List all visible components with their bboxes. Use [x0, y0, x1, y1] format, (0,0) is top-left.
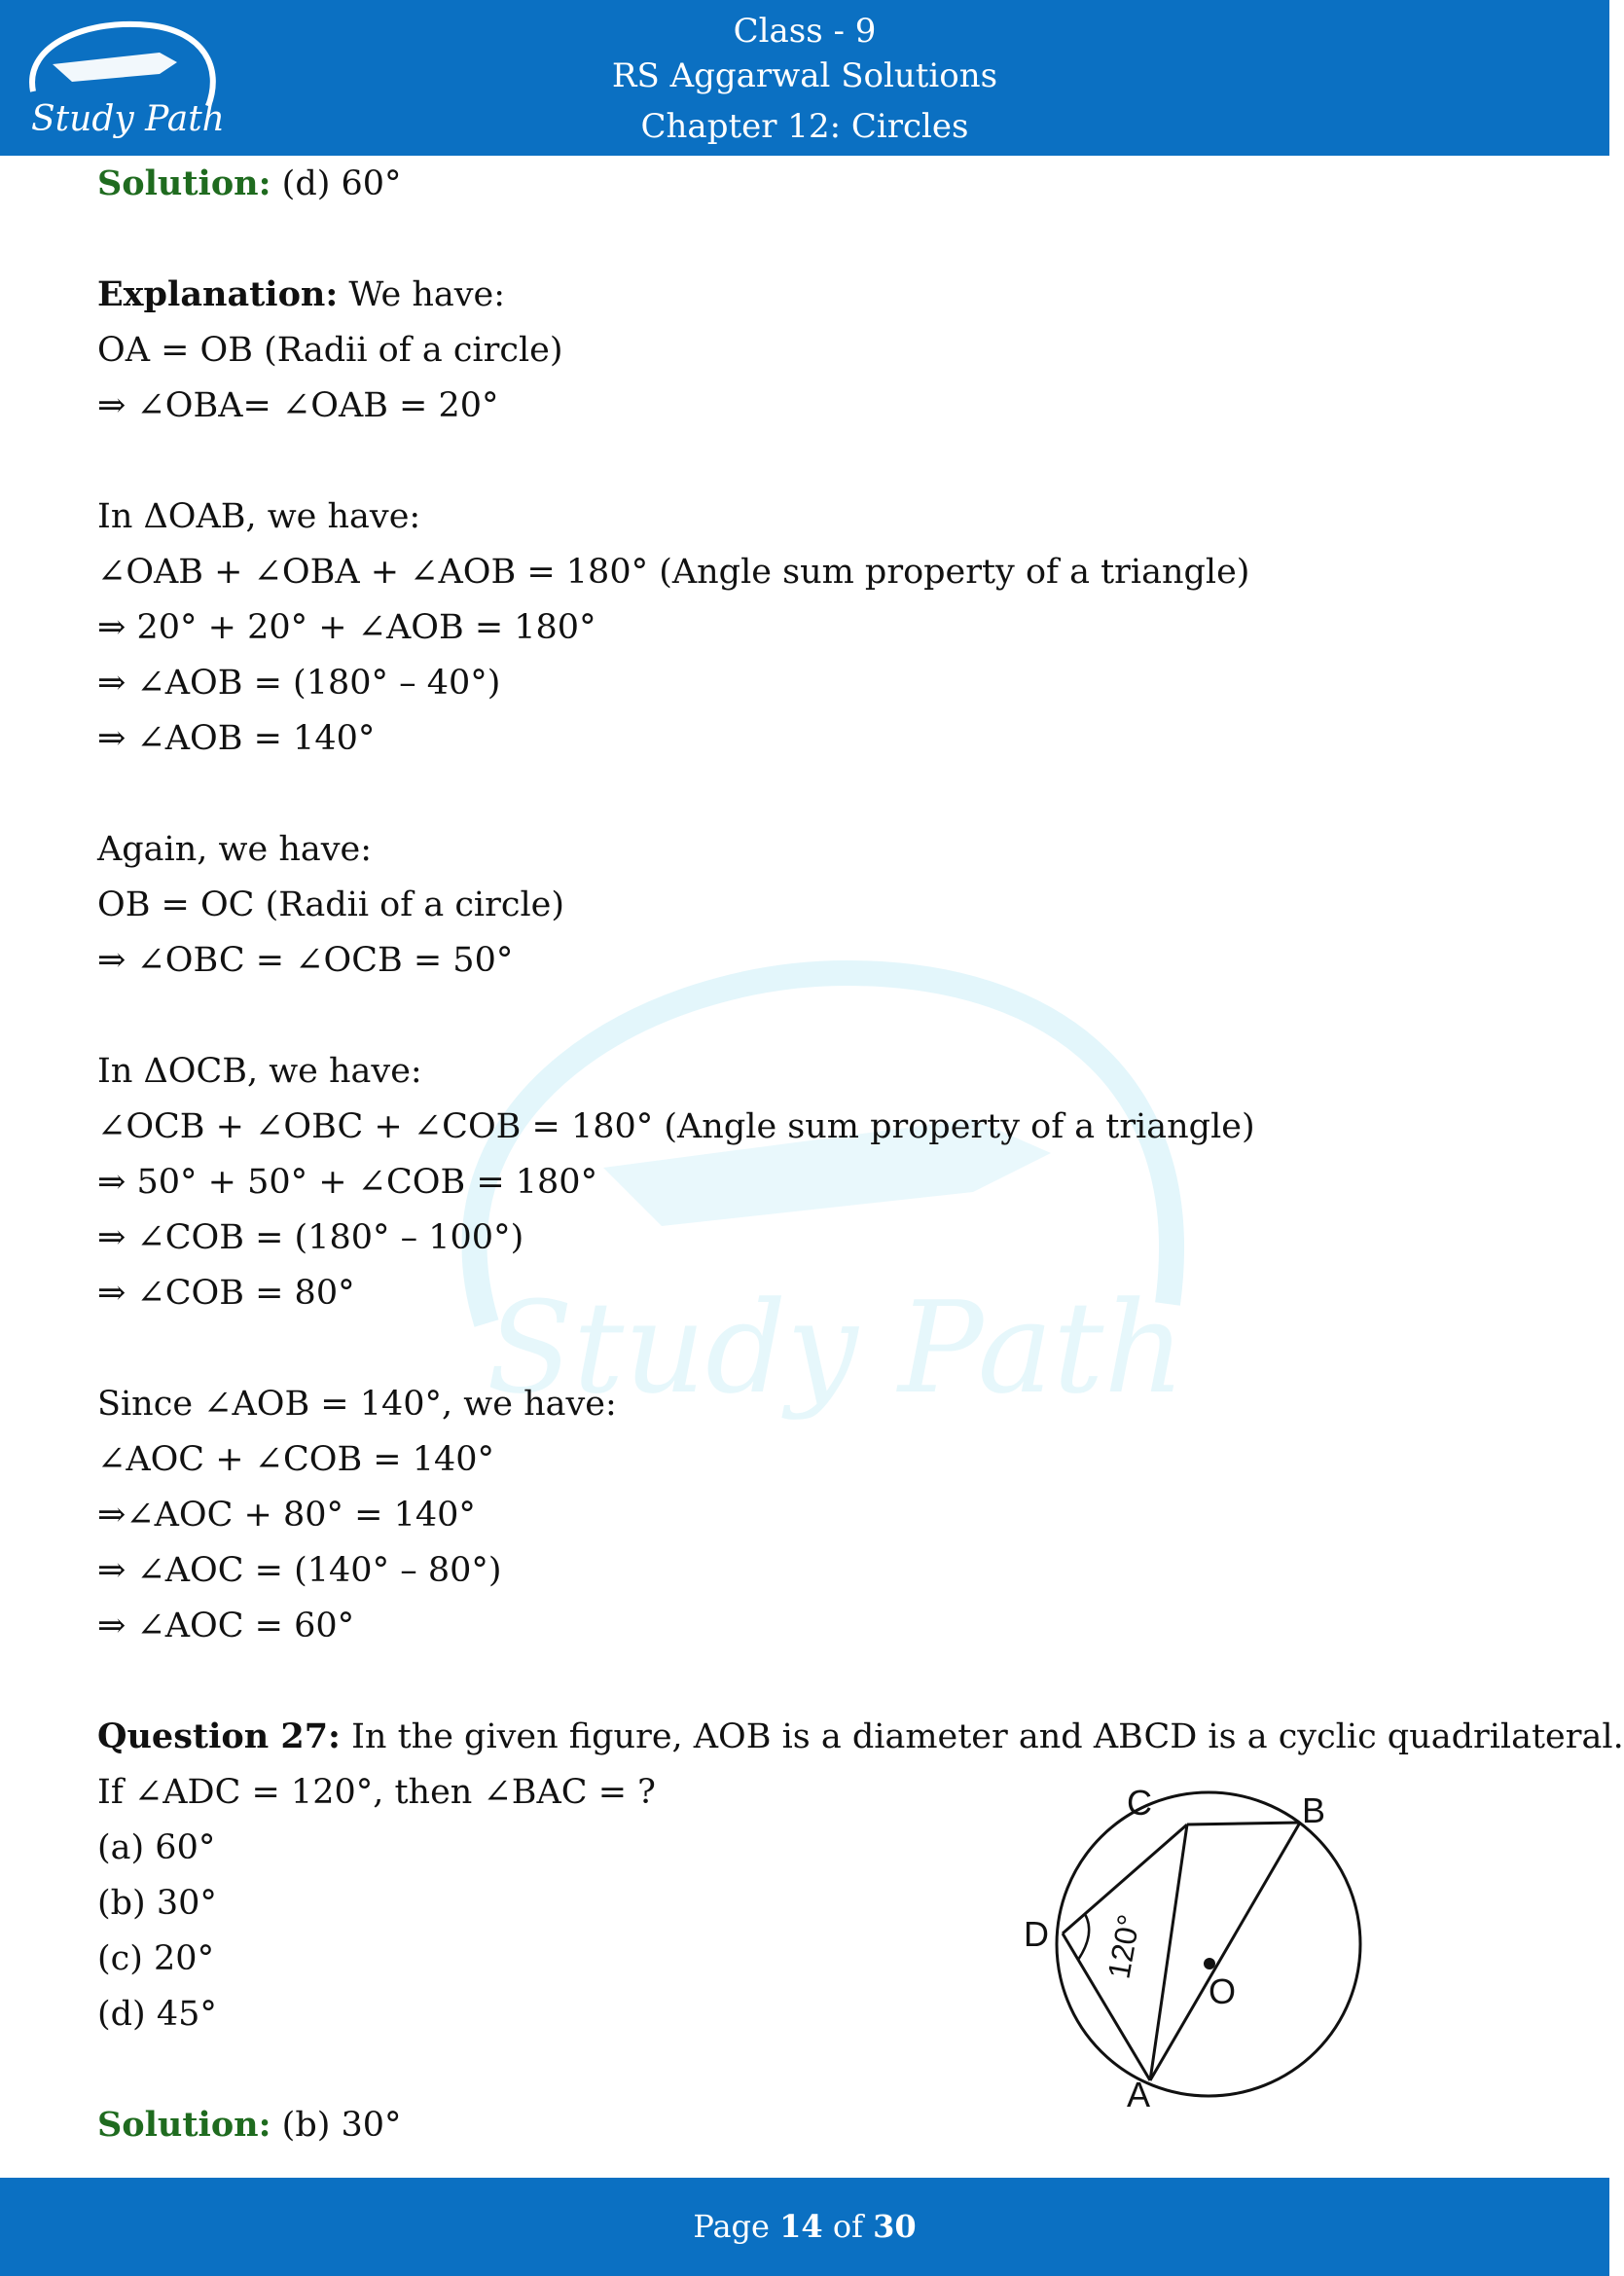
page-footer: Page 14 of 30	[0, 2178, 1609, 2276]
math-line: ⇒∠AOC + 80° = 140°	[97, 1496, 476, 1535]
math-line: ⇒ ∠AOC = 60°	[97, 1607, 355, 1645]
math-line: ⇒ ∠COB = (180° – 100°)	[97, 1218, 524, 1257]
option-b: (b) 30°	[97, 1884, 217, 1923]
solution-line: Solution: (d) 60°	[97, 163, 402, 203]
math-line: ∠OAB + ∠OBA + ∠AOB = 180° (Angle sum property of a triangle)	[97, 553, 1250, 592]
cyclic-quadrilateral-figure	[1012, 1776, 1382, 2114]
option-a: (a) 60°	[97, 1828, 216, 1867]
math-line: ⇒ ∠OBA= ∠OAB = 20°	[97, 386, 499, 425]
math-line: Since ∠AOB = 140°, we have:	[97, 1385, 617, 1424]
math-line: ⇒ 20° + 20° + ∠AOB = 180°	[97, 608, 596, 647]
math-line: ∠OCB + ∠OBC + ∠COB = 180° (Angle sum property of a triangle)	[97, 1107, 1255, 1146]
chord-ac	[1150, 1824, 1187, 2080]
total-pages: 30	[873, 2208, 917, 2245]
current-page: 14	[779, 2208, 823, 2245]
math-line: Again, we have:	[97, 830, 373, 869]
label-b: B	[1302, 1790, 1326, 1830]
center-point	[1204, 1958, 1215, 1969]
math-line: In ΔOAB, we have:	[97, 497, 421, 536]
svg-text:Study Path: Study Path	[31, 99, 225, 139]
math-line: OB = OC (Radii of a circle)	[97, 885, 565, 924]
math-line: ⇒ 50° + 50° + ∠COB = 180°	[97, 1163, 598, 1202]
label-a: A	[1127, 2075, 1151, 2114]
math-line: In ΔOCB, we have:	[97, 1052, 422, 1091]
svg-text:Study Path: Study Path	[487, 1274, 1186, 1422]
header-chapter: Chapter 12: Circles	[640, 107, 969, 146]
math-line: OA = OB (Radii of a circle)	[97, 331, 563, 370]
option-d: (d) 45°	[97, 1995, 217, 2034]
diameter-ab	[1150, 1823, 1300, 2080]
math-line: ⇒ ∠OBC = ∠OCB = 50°	[97, 941, 514, 980]
math-line: ∠AOC + ∠COB = 140°	[97, 1440, 495, 1479]
explanation-line: Explanation: We have:	[97, 274, 506, 314]
math-line: ⇒ ∠AOC = (140° – 80°)	[97, 1551, 502, 1590]
header-book: RS Aggarwal Solutions	[611, 56, 998, 95]
circle	[1057, 1792, 1360, 2096]
label-o: O	[1209, 1971, 1237, 2011]
math-line: ⇒ ∠AOB = (180° – 40°)	[97, 664, 501, 703]
angle-arc	[1078, 1914, 1089, 1960]
solution-line: Solution: (b) 30°	[97, 2105, 402, 2145]
math-line: ⇒ ∠COB = 80°	[97, 1274, 355, 1313]
header-class: Class - 9	[733, 12, 877, 51]
question-27: Question 27: In the given figure, AOB is a diameter and ABCD is a cyclic quadrilateral.	[97, 1716, 1624, 1756]
label-d: D	[1024, 1914, 1049, 1954]
question-27-line2: If ∠ADC = 120°, then ∠BAC = ?	[97, 1773, 656, 1812]
page-header	[0, 0, 1609, 156]
angle-label: 120°	[1101, 1911, 1147, 1982]
option-c: (c) 20°	[97, 1939, 215, 1978]
label-c: C	[1127, 1783, 1152, 1823]
chord-cb	[1187, 1823, 1300, 1824]
math-line: ⇒ ∠AOB = 140°	[97, 719, 376, 758]
